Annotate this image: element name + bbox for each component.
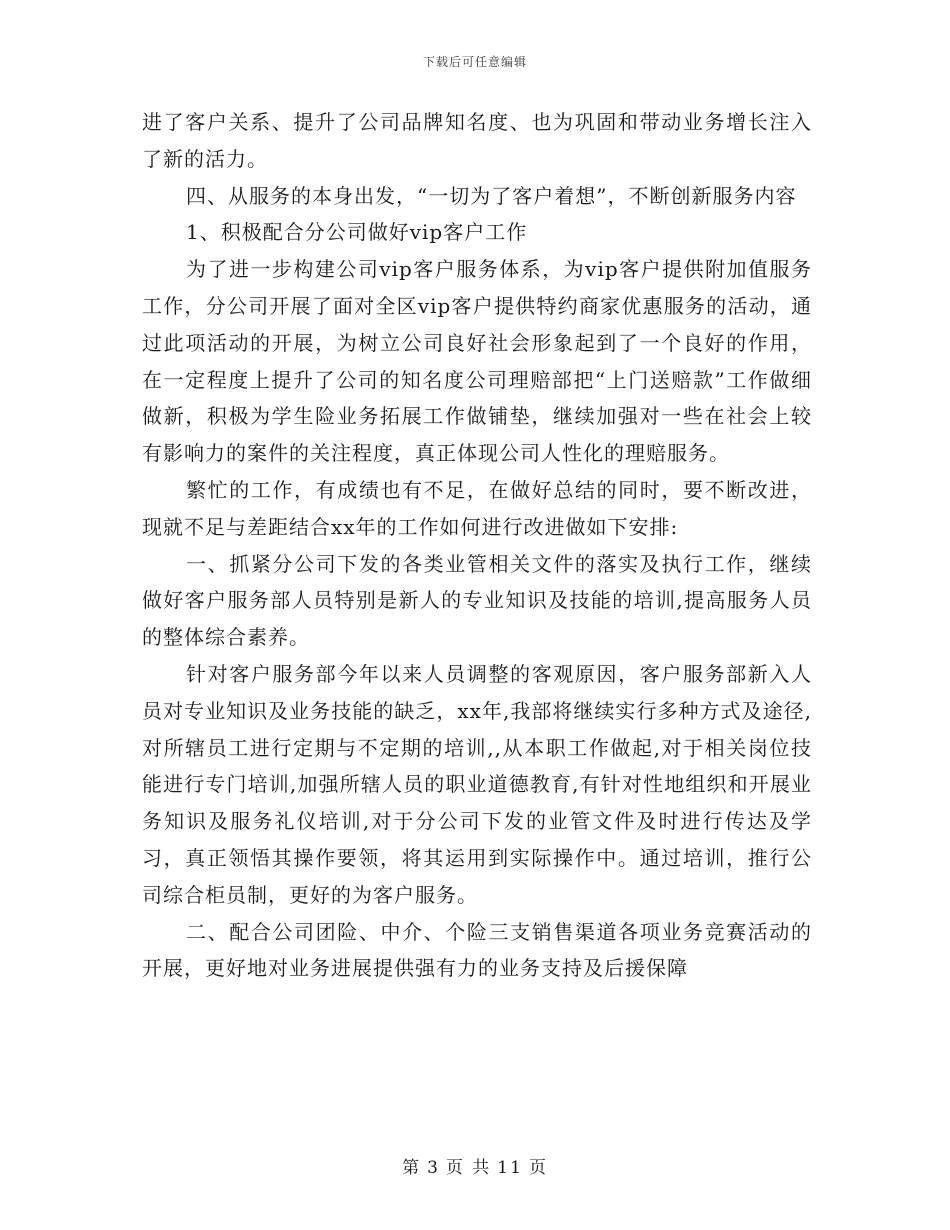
footer-middle: 页 共 [445,1158,492,1178]
footer-prefix: 第 [402,1158,422,1178]
paragraph-4: 为了进一步构建公司vip客户服务体系，为vip客户提供附加值服务工作，分公司开展了面对全区vip客户提供特约商家优惠服务的活动，通过此项活动的开展，为树立公司良好社会形象起到了一个良好的作用，在一定程度上提升了公司的知名度公司理赔部把“上门送赔款”工作做细做新，积极为学生险业务拓展工作做铺垫，继续加强对一些在社会上较有影响力的案件的关注程度，真正体现公司人性化的理赔服务。 [142,257,812,466]
paragraph-7: 针对客户服务部今年以来人员调整的客观原因，客户服务部新入人员对专业知识及业务技能的缺乏，xx年,我部将继续实行多种方式及途径,对所辖员工进行定期与不定期的培训,,从本职工作做起,对于相关岗位技能进行专门培训,加强所辖人员的职业道德教育,有针对性地组织和开展业务知识及服务礼仪培训,对于分公司下发的业管文件及时进行传达及学习，真正领悟其操作要领，将其运用到实际操作中。通过培训，推行公司综合柜员制，更好的为客户服务。 [142,661,812,907]
document-body [142,104,812,987]
paragraph-1: 进了客户关系、提升了公司品牌知名度、也为巩固和带动业务增长注入了新的活力。 [142,110,812,171]
paragraph-3: 1、积极配合分公司做好vip客户工作 [186,220,528,245]
page-number-footer [0,1153,950,1178]
footer-current-page: 3 [427,1158,440,1178]
paragraph-8: 二、配合公司团险、中介、个险三支销售渠道各项业务竞赛活动的开展，更好地对业务进展提供强有力的业务支持及后援保障 [142,919,812,981]
paragraph-2: 四、从服务的本身出发，“一切为了客户着想”，不断创新服务内容 [186,183,797,208]
footer-total-pages: 11 [497,1158,523,1178]
footer-suffix: 页 [528,1158,548,1178]
paragraph-6: 一、抓紧分公司下发的各类业管相关文件的落实及执行工作，继续做好客户服务部人员特别是新人的专业知识及技能的培训,提高服务人员的整体综合素养。 [142,551,812,650]
paragraph-5: 繁忙的工作，有成绩也有不足，在做好总结的同时，要不断改进，现就不足与差距结合xx年的工作如何进行改进做如下安排: [142,477,812,539]
page-header-note: 下载后可任意编辑 [422,55,527,69]
